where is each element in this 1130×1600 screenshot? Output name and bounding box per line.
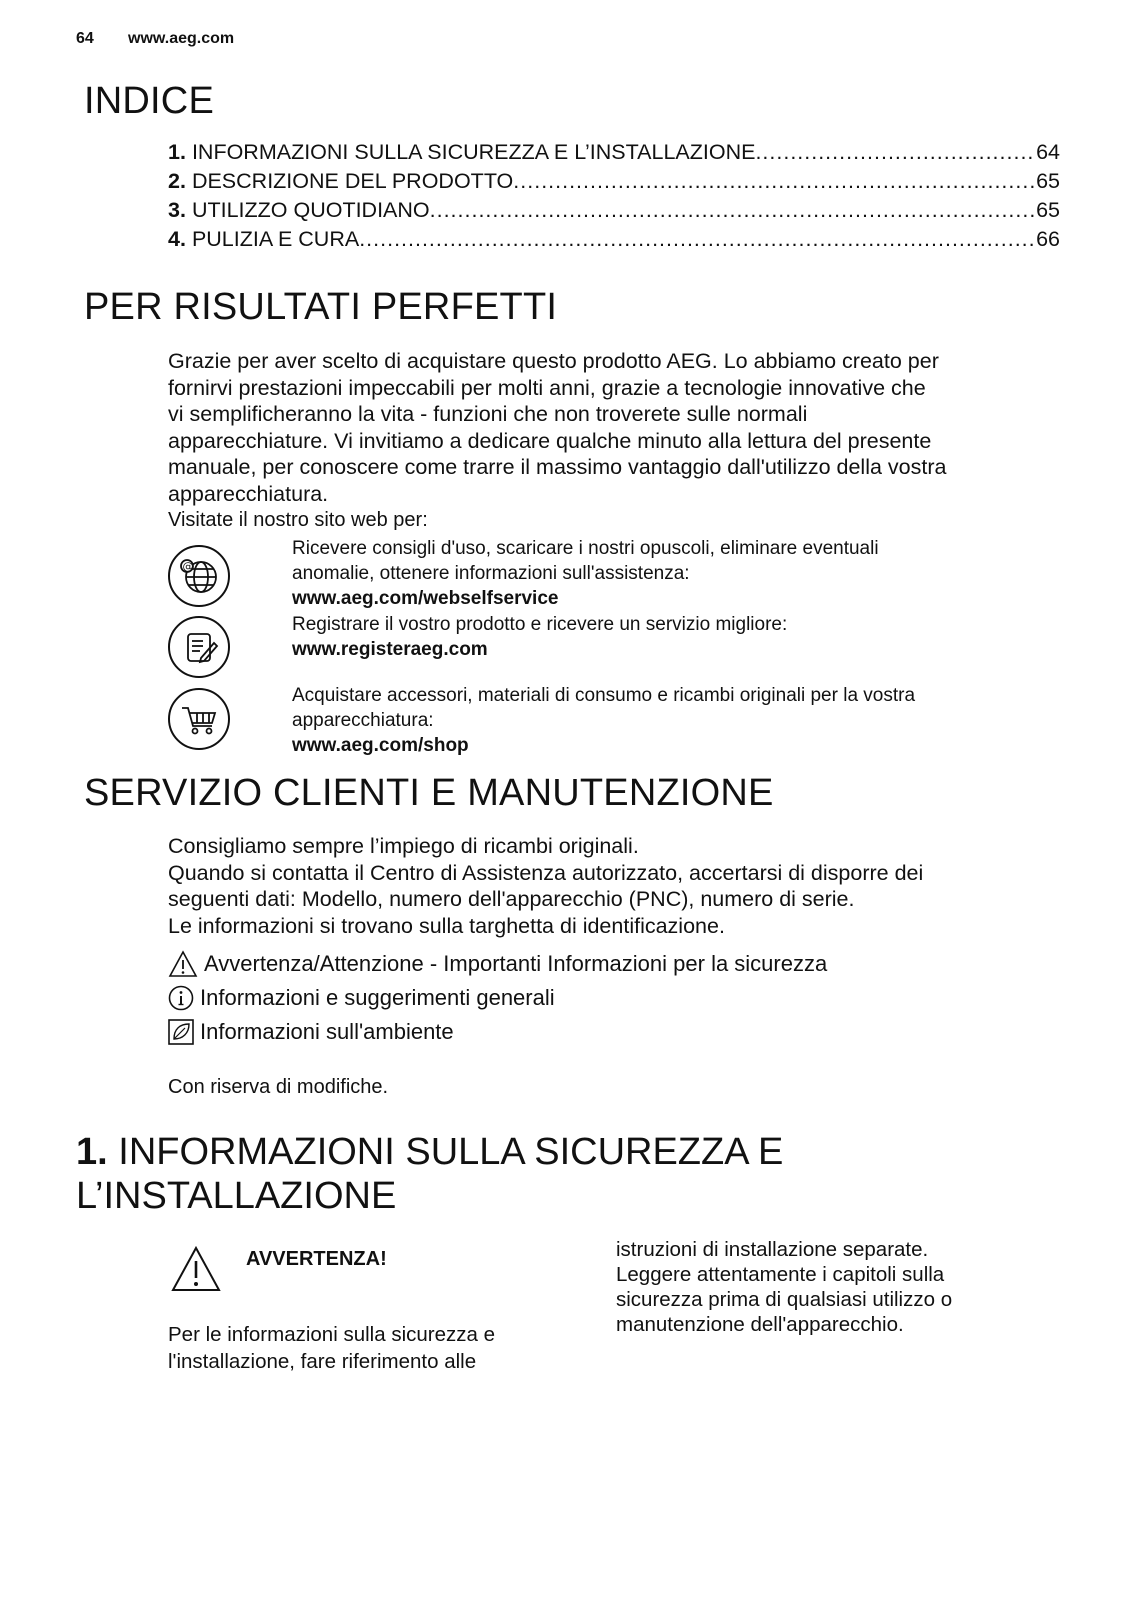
toc-page: 66 bbox=[1036, 227, 1060, 251]
toc-number: 4. bbox=[168, 227, 186, 251]
section-title-line: INFORMAZIONI SULLA SICUREZZA E bbox=[118, 1131, 784, 1173]
sicurezza-line: sicurezza prima di qualsiasi utilizzo o bbox=[616, 1288, 953, 1311]
intro-line: apparecchiatura. bbox=[168, 481, 329, 506]
servizio-text bbox=[168, 833, 1068, 939]
globe-at-icon bbox=[168, 545, 230, 607]
servizio-line: Quando si contatta il Centro di Assistenza autorizzato, accertarsi di disporre dei bbox=[168, 860, 924, 885]
shopping-cart-icon bbox=[168, 688, 230, 750]
section-number: 1. bbox=[76, 1131, 108, 1173]
toc-leader bbox=[359, 227, 1034, 252]
sicurezza-line: istruzioni di installazione separate. bbox=[616, 1238, 929, 1261]
service-link[interactable]: www.aeg.com/shop bbox=[292, 735, 469, 756]
service-link[interactable]: www.aeg.com/webselfservice bbox=[292, 588, 559, 609]
intro-line: manuale, per conoscere come trarre il massimo vantaggio dall'utilizzo della vostra bbox=[168, 455, 947, 479]
toc-label: UTILIZZO QUOTIDIANO bbox=[191, 198, 430, 222]
sicurezza-line: manutenzione dell'apparecchio. bbox=[616, 1313, 904, 1336]
toc-page: 64 bbox=[1036, 140, 1060, 164]
toc-label: PULIZIA E CURA bbox=[191, 227, 360, 251]
service-text: Registrare il vostro prodotto e ricevere un servizio migliore: bbox=[292, 614, 788, 635]
warning-label: AVVERTENZA! bbox=[246, 1248, 387, 1270]
toc-label: DESCRIZIONE DEL PRODOTTO bbox=[191, 169, 514, 193]
sicurezza-line: Leggere attentamente i capitoli sulla bbox=[616, 1263, 945, 1286]
intro-line: vi semplificheranno la vita - funzioni che non troverete sulle normali bbox=[168, 402, 808, 426]
legend-environment bbox=[168, 1019, 454, 1045]
legend-info bbox=[168, 985, 555, 1011]
sicurezza-line: l'installazione, fare riferimento alle bbox=[168, 1349, 477, 1373]
service-text: apparecchiatura: bbox=[292, 710, 434, 731]
intro-line: apparecchiature. Vi invitiamo a dedicare qualche minuto alla lettura del presente bbox=[168, 428, 932, 453]
legend-text: Avvertenza/Attenzione - Importanti Informazioni per la sicurezza bbox=[204, 951, 828, 976]
toc-label: INFORMAZIONI SULLA SICUREZZA E L’INSTALLAZIONE bbox=[191, 140, 756, 164]
service-link[interactable]: www.registeraeg.com bbox=[292, 639, 488, 660]
toc-entry[interactable] bbox=[168, 140, 1060, 169]
sicurezza-left-text bbox=[168, 1322, 495, 1375]
register-document-icon bbox=[168, 616, 230, 678]
service-text: Acquistare accessori, materiali di consumo e ricambi originali per la vostra bbox=[292, 685, 916, 706]
note-text: Con riserva di modifiche. bbox=[168, 1076, 389, 1098]
website-link[interactable]: www.aeg.com bbox=[128, 30, 235, 47]
page-number: 64 bbox=[76, 30, 94, 47]
risultati-title: PER RISULTATI PERFETTI bbox=[84, 286, 558, 328]
service-item-webselfservice bbox=[292, 536, 1052, 611]
toc-number: 1. bbox=[168, 140, 186, 164]
service-item-shop bbox=[292, 683, 1052, 758]
servizio-title: SERVIZIO CLIENTI E MANUTENZIONE bbox=[84, 772, 774, 814]
risultati-intro bbox=[168, 348, 1068, 534]
toc-entry[interactable] bbox=[168, 227, 1060, 256]
environment-leaf-icon bbox=[168, 1019, 194, 1045]
indice-title: INDICE bbox=[84, 80, 214, 122]
warning-triangle-icon bbox=[170, 1245, 222, 1293]
service-text: Ricevere consigli d'uso, scaricare i nostri opuscoli, eliminare eventuali bbox=[292, 538, 879, 559]
toc-entry[interactable] bbox=[168, 198, 1060, 227]
toc-number: 3. bbox=[168, 198, 186, 222]
toc-leader bbox=[430, 198, 1034, 223]
info-circle-icon bbox=[168, 985, 194, 1011]
servizio-line: seguenti dati: Modello, numero dell'apparecchio (PNC), numero di serie. bbox=[168, 887, 855, 911]
legend-text: Informazioni e suggerimenti generali bbox=[200, 985, 555, 1010]
sicurezza-line: Per le informazioni sulla sicurezza e bbox=[168, 1323, 495, 1346]
intro-line: fornirvi prestazioni impeccabili per molti anni, grazie a tecnologie innovative che bbox=[168, 375, 926, 400]
warning-triangle-icon bbox=[168, 950, 198, 978]
section-title-line: L’INSTALLAZIONE bbox=[76, 1175, 397, 1217]
section-1-title bbox=[76, 1130, 783, 1218]
legend-warning bbox=[168, 950, 827, 978]
svg-text:@: @ bbox=[182, 560, 194, 573]
service-item-register bbox=[292, 612, 1052, 662]
sicurezza-right-text bbox=[616, 1237, 952, 1337]
toc-leader bbox=[513, 169, 1034, 194]
service-text: anomalie, ottenere informazioni sull'assistenza: bbox=[292, 563, 690, 584]
servizio-line: Consigliamo sempre l’impiego di ricambi originali. bbox=[168, 834, 639, 858]
toc-number: 2. bbox=[168, 169, 186, 193]
legend-text: Informazioni sull'ambiente bbox=[200, 1019, 454, 1044]
toc-page: 65 bbox=[1036, 169, 1060, 193]
toc-leader bbox=[755, 140, 1034, 165]
intro-line: Grazie per aver scelto di acquistare questo prodotto AEG. Lo abbiamo creato per bbox=[168, 349, 939, 373]
toc-page: 65 bbox=[1036, 198, 1060, 222]
toc-entry[interactable] bbox=[168, 169, 1060, 198]
servizio-line: Le informazioni si trovano sulla targhetta di identificazione. bbox=[168, 913, 725, 938]
visit-line: Visitate il nostro sito web per: bbox=[168, 509, 428, 531]
